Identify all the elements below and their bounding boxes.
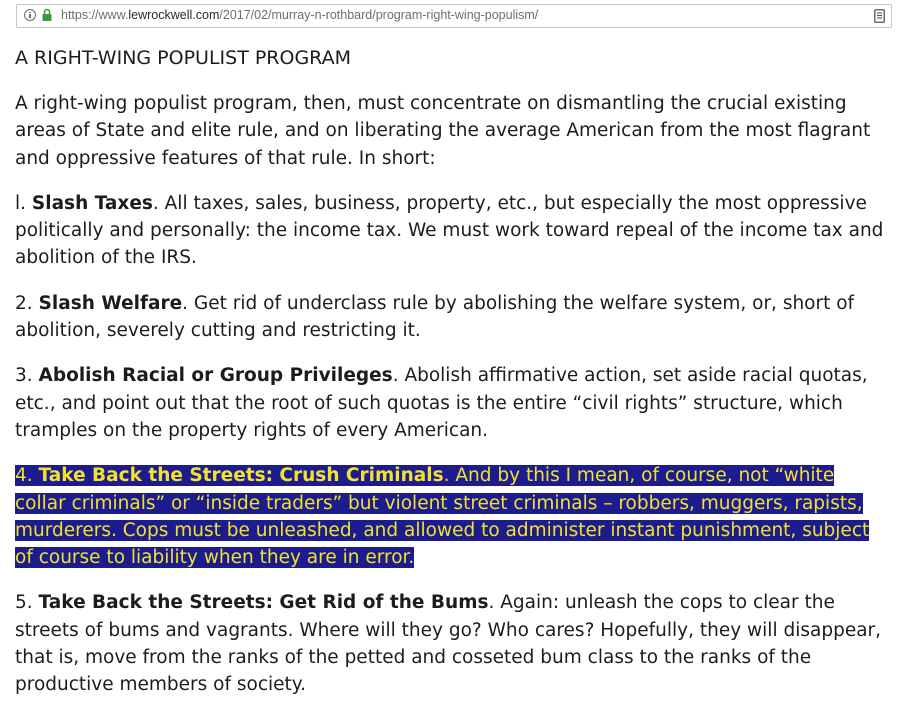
url-path: /2017/02/murray-n-rothbard/program-right-wing-populism/: [219, 8, 539, 22]
item-title: Slash Taxes: [31, 192, 153, 214]
item-number: 2.: [15, 292, 39, 314]
lock-icon: [41, 8, 53, 22]
item-title: Take Back the Streets: Get Rid of the Bums: [38, 592, 489, 614]
item-body: . Abolish affirmative action, set aside racial quotas, etc., and point out that the root of such quotas is the entire “civil rights” structure, which tramples on the property rights of every American.: [15, 365, 868, 441]
url-text[interactable]: [61, 8, 538, 22]
text-selection[interactable]: [15, 465, 869, 568]
list-item-5: [15, 589, 885, 698]
list-item-2: [15, 290, 885, 345]
info-icon[interactable]: [24, 9, 36, 21]
url-prefix: https://www.: [61, 8, 129, 22]
item-body: . All taxes, sales, business, property, etc., but especially the most oppressive politically and personally: the income tax. We must work toward repeal of the income tax and abolition of the IRS.: [15, 192, 884, 269]
list-item-1: [15, 190, 885, 272]
item-title: Take Back the Streets: Crush Criminals: [38, 465, 444, 487]
url-host: lewrockwell.com: [128, 8, 220, 22]
address-bar[interactable]: [16, 4, 892, 28]
list-item-3: [15, 362, 885, 444]
item-title: Slash Welfare: [38, 292, 183, 314]
article-content: [15, 44, 885, 699]
reader-view-icon[interactable]: [874, 9, 885, 23]
item-number: 4.: [15, 465, 39, 487]
list-item-4-highlighted[interactable]: [15, 462, 885, 571]
section-heading: A RIGHT-WING POPULIST PROGRAM: [15, 47, 351, 69]
item-body: . Again: unleash the cops to clear the streets of bums and vagrants. Where will they go? Who cares? Hopefully, they will disappear, that is, move from the ranks of the petted and cosseted bum class to the ranks of the productive members of society.: [15, 592, 882, 696]
intro-paragraph: A right-wing populist program, then, must concentrate on dismantling the crucial existing areas of State and elite rule, and on liberating the average American from the most flagrant and oppressive features of that rule. In short:: [15, 93, 871, 169]
item-number: 5.: [15, 592, 39, 614]
item-body: . And by this I mean, of course, not “white collar criminals” or “inside traders” but violent street criminals – robbers, muggers, rapists, murderers. Cops must be unleashed, and allowed to administer instant punishment, subject of course to liability when they are in error.: [15, 465, 870, 569]
item-title: Abolish Racial or Group Privileges: [38, 365, 393, 387]
browser-toolbar: [0, 0, 900, 34]
item-number: l.: [15, 192, 32, 214]
item-body: . Get rid of underclass rule by abolishing the welfare system, or, short of abolition, severely cutting and restricting it.: [15, 292, 855, 342]
item-number: 3.: [15, 365, 39, 387]
